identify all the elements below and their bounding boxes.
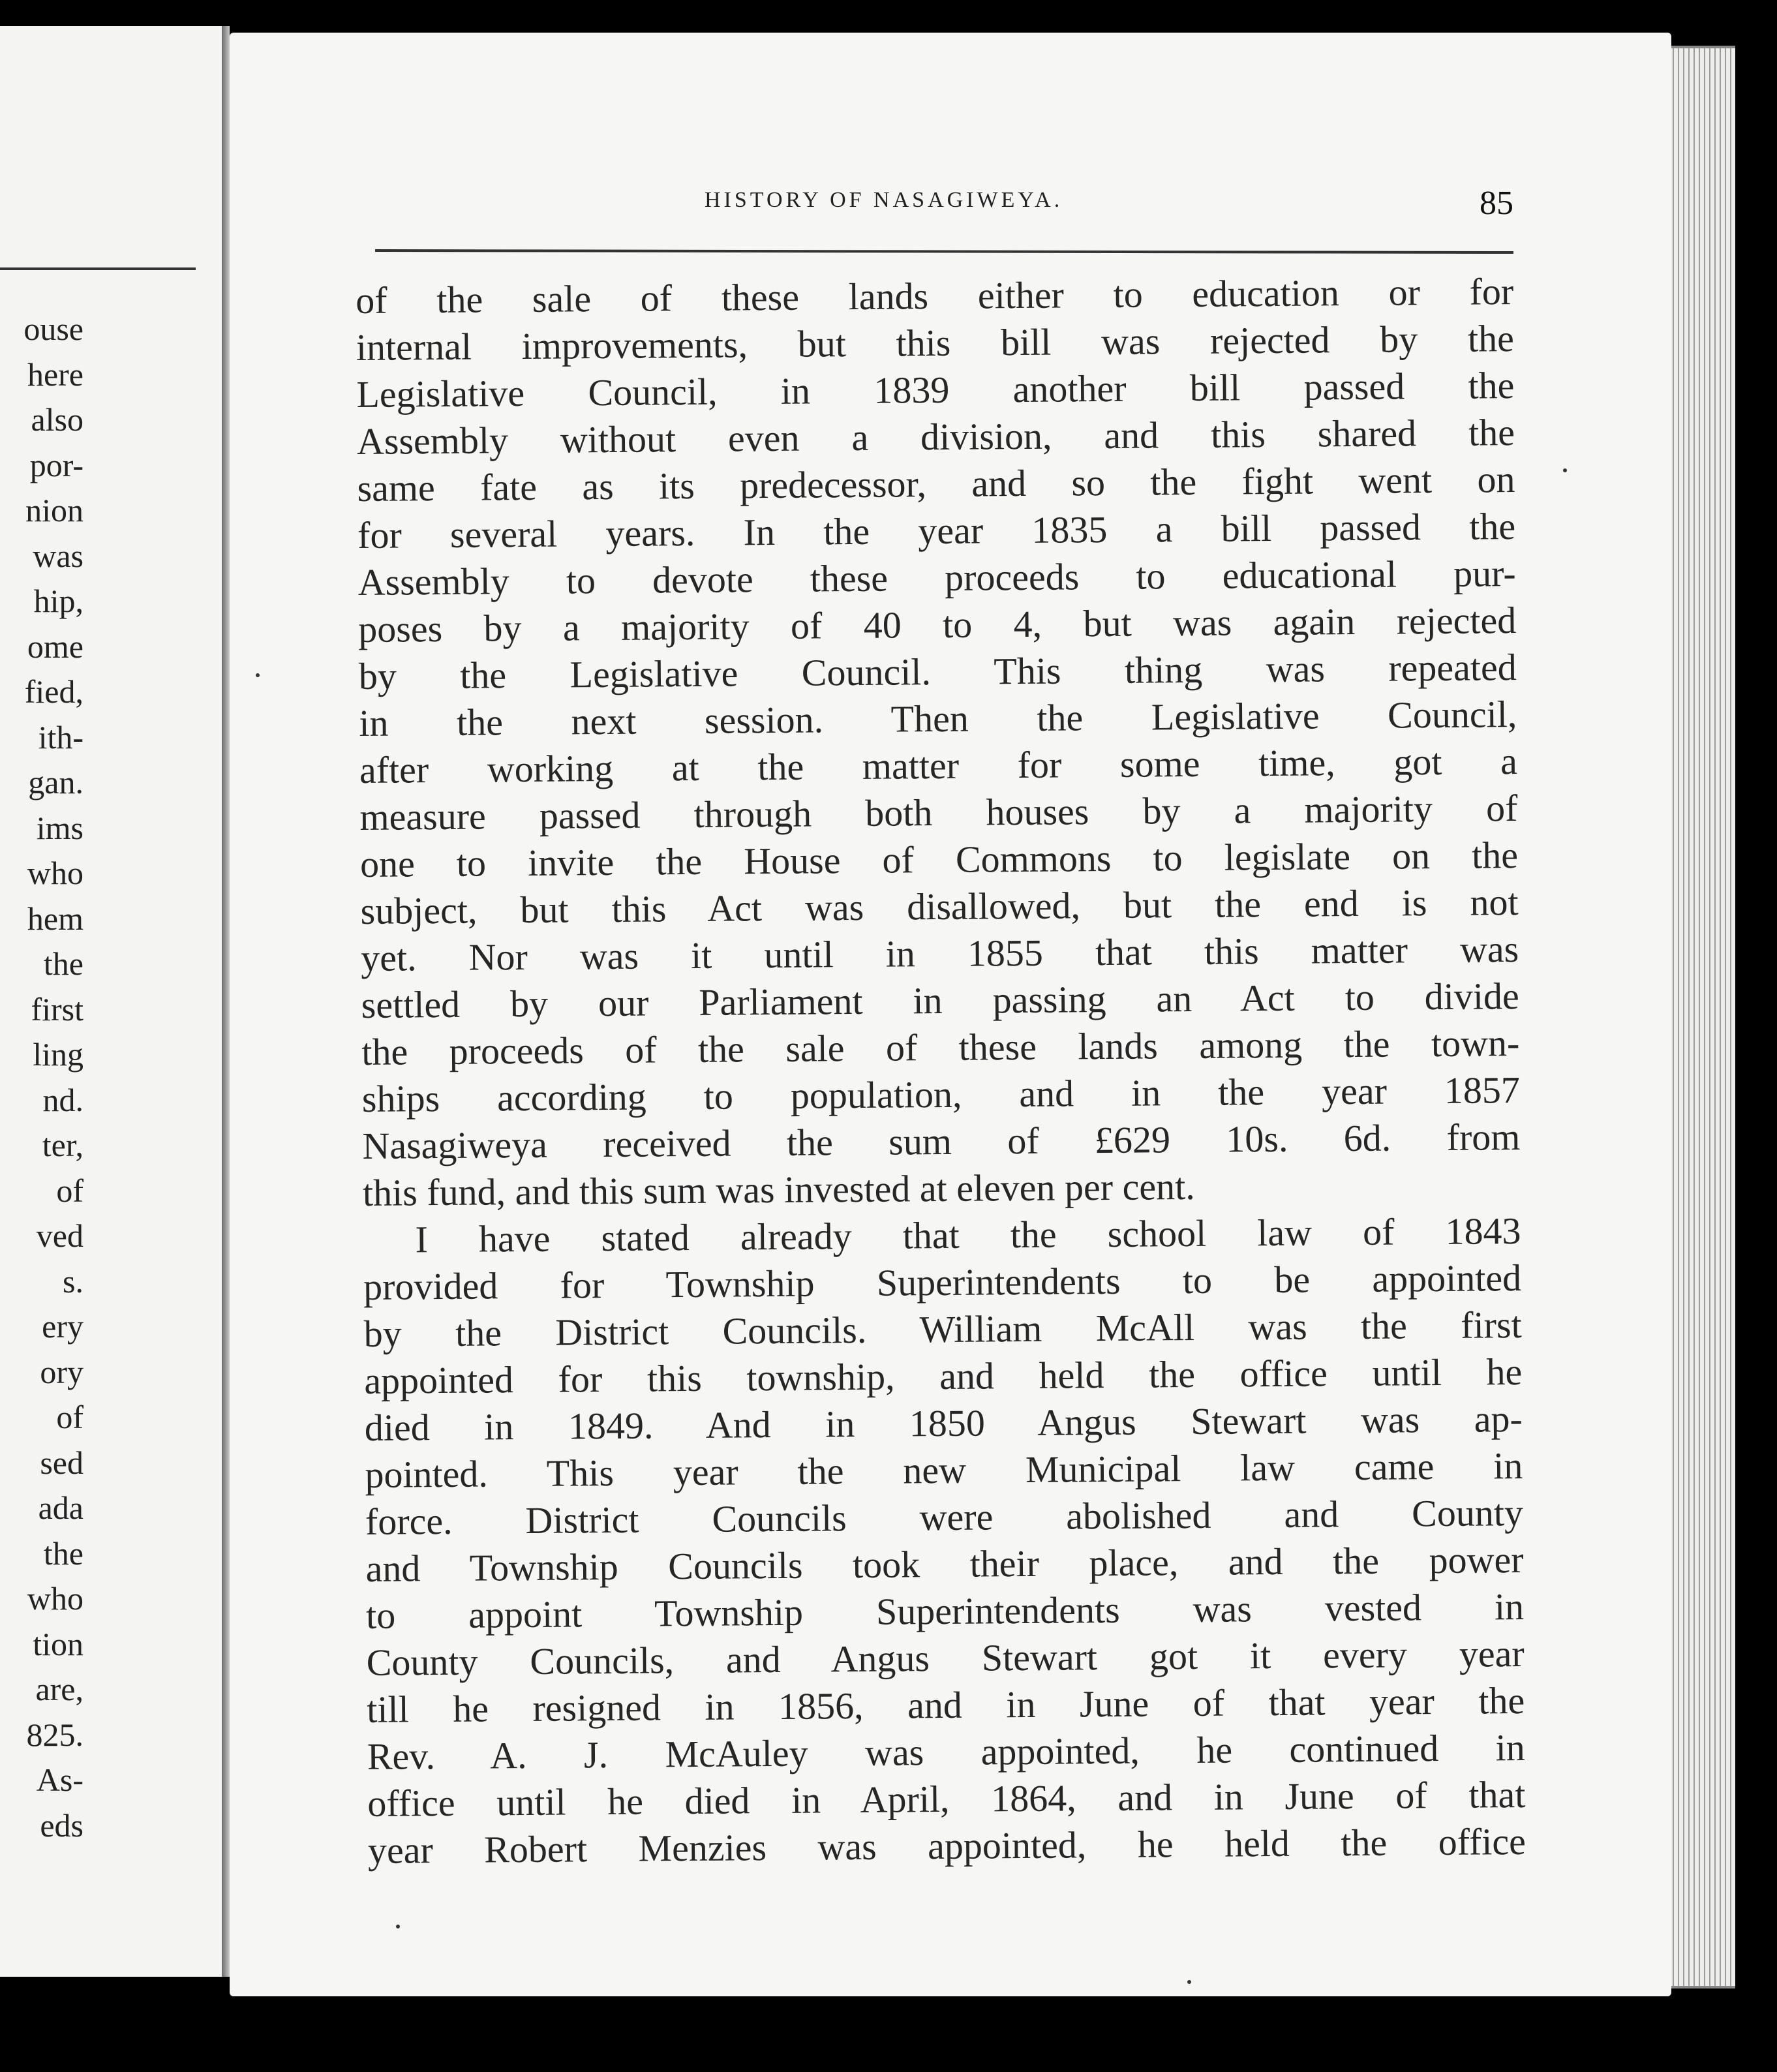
text-line: County Councils, and Angus Stewart got it every year [366, 1632, 1525, 1684]
left-page-line: also [31, 401, 84, 438]
left-page-line: hem [27, 900, 84, 937]
left-page-line: are, [35, 1671, 84, 1707]
left-page-line: the [43, 945, 84, 982]
left-page-line: nion [25, 492, 84, 528]
left-facing-page [0, 26, 226, 1977]
text-line: same fate as its predecessor, and so the fight went on [357, 458, 1515, 510]
text-line: poses by a majority of 40 to 4, but was again rejected [357, 599, 1517, 650]
running-head: HISTORY OF NASAGIWEYA. [705, 188, 1063, 212]
text-line: in the next session. Then the Legislative Council, [359, 693, 1517, 744]
left-page-line: s. [63, 1262, 84, 1300]
text-line: by the District Councils. William McAll was the first [363, 1303, 1522, 1355]
text-line: office until he died in April, 1864, and in June of that [367, 1773, 1526, 1825]
left-page-line: ome [27, 628, 84, 665]
text-line: pointed. This year the new Municipal law came in [365, 1444, 1523, 1496]
scan-speck [256, 673, 260, 677]
left-page-line: the [43, 1534, 84, 1572]
text-line: ships according to population, and in the year 1857 [361, 1069, 1521, 1120]
left-page-line: nd. [42, 1081, 84, 1118]
left-page-line: who [27, 1580, 84, 1617]
text-line: Nasagiweya received the sum of £629 10s. 6d. from [362, 1116, 1521, 1167]
text-line: Legislative Council, in 1839 another bill passed the [356, 364, 1515, 416]
left-page-line: eds [40, 1806, 84, 1844]
left-page-line: ling [33, 1036, 84, 1073]
left-page-line: first [31, 990, 84, 1028]
left-page-line: por- [29, 446, 84, 483]
text-line: Rev. A. J. McAuley was appointed, he continued in [367, 1726, 1526, 1778]
text-line: one to invite the House of Commons to legislate on the [359, 834, 1519, 885]
scan-speck [396, 1925, 400, 1928]
text-line: settled by our Parliament in passing an Act to divide [361, 975, 1519, 1026]
text-line: measure passed through both houses by a majority of [359, 787, 1518, 838]
left-page-header-rule [0, 267, 196, 270]
text-line: I have stated already that the school law of 1843 [415, 1210, 1521, 1261]
left-page-line: ims [36, 809, 84, 846]
left-page-line: ved [36, 1217, 84, 1254]
left-page-line: ery [42, 1308, 84, 1345]
text-line: to appoint Township Superintendents was vested in [365, 1585, 1525, 1637]
left-page-line: here [27, 356, 84, 393]
text-line: after working at the matter for some time, got a [359, 740, 1518, 791]
left-page-line: of [56, 1399, 84, 1435]
left-page-line: gan. [28, 764, 84, 800]
left-page-line: sed [40, 1444, 84, 1481]
scan-speck [1187, 1980, 1191, 1984]
left-page-line: ith- [38, 718, 84, 755]
scan-speck [1563, 468, 1567, 472]
left-page-line: who [27, 855, 84, 891]
text-line: provided for Township Superintendents to be appointed [363, 1257, 1522, 1308]
page-number: 85 [1480, 185, 1513, 222]
page-edges [1663, 46, 1735, 1988]
left-page-line: ory [40, 1353, 84, 1390]
left-page-line: of [56, 1172, 84, 1209]
text-line: force. District Councils were abolished and County [365, 1491, 1524, 1543]
left-page-line: hip, [33, 583, 84, 619]
text-line: by the Legislative Council. This thing was repeated [358, 646, 1517, 697]
text-line: for several years. In the year 1835 a bill passed the [357, 505, 1516, 556]
text-line: subject, but this Act was disallowed, but the end is not [360, 881, 1519, 932]
text-line: internal improvements, but this bill was rejected by the [356, 317, 1515, 369]
left-page-line: was [33, 537, 84, 574]
left-page-line: ada [38, 1489, 84, 1526]
body-text [356, 268, 1526, 1874]
left-page-line: 825. [26, 1716, 84, 1753]
text-line: the proceeds of the sale of these lands among the town- [361, 1022, 1520, 1073]
text-line: appointed for this township, and held the office until he [364, 1350, 1523, 1402]
text-line: till he resigned in 1856, and in June of that year the [366, 1679, 1525, 1731]
text-line: died in 1849. And in 1850 Angus Stewart was ap- [364, 1397, 1523, 1449]
left-page-line: As- [36, 1761, 84, 1798]
text-line: yet. Nor was it until in 1855 that this matter was [360, 928, 1519, 979]
left-page-line: ouse [23, 311, 84, 347]
text-line: year Robert Menzies was appointed, he held the office [367, 1820, 1526, 1872]
left-page-line: ter, [42, 1127, 84, 1163]
text-line: and Township Councils took their place, and the power [365, 1538, 1524, 1590]
text-line: this fund, and this sum was invested at eleven per cent. [362, 1165, 1195, 1214]
text-line: Assembly without even a division, and this shared the [356, 411, 1515, 463]
left-page-line: fied, [24, 673, 84, 710]
text-line: Assembly to devote these proceeds to educational pur- [357, 552, 1516, 603]
left-page-text-fragments [0, 307, 84, 1848]
book-gutter [222, 26, 230, 1977]
text-line: of the sale of these lands either to education or for [356, 270, 1514, 322]
left-page-line: tion [33, 1625, 84, 1662]
